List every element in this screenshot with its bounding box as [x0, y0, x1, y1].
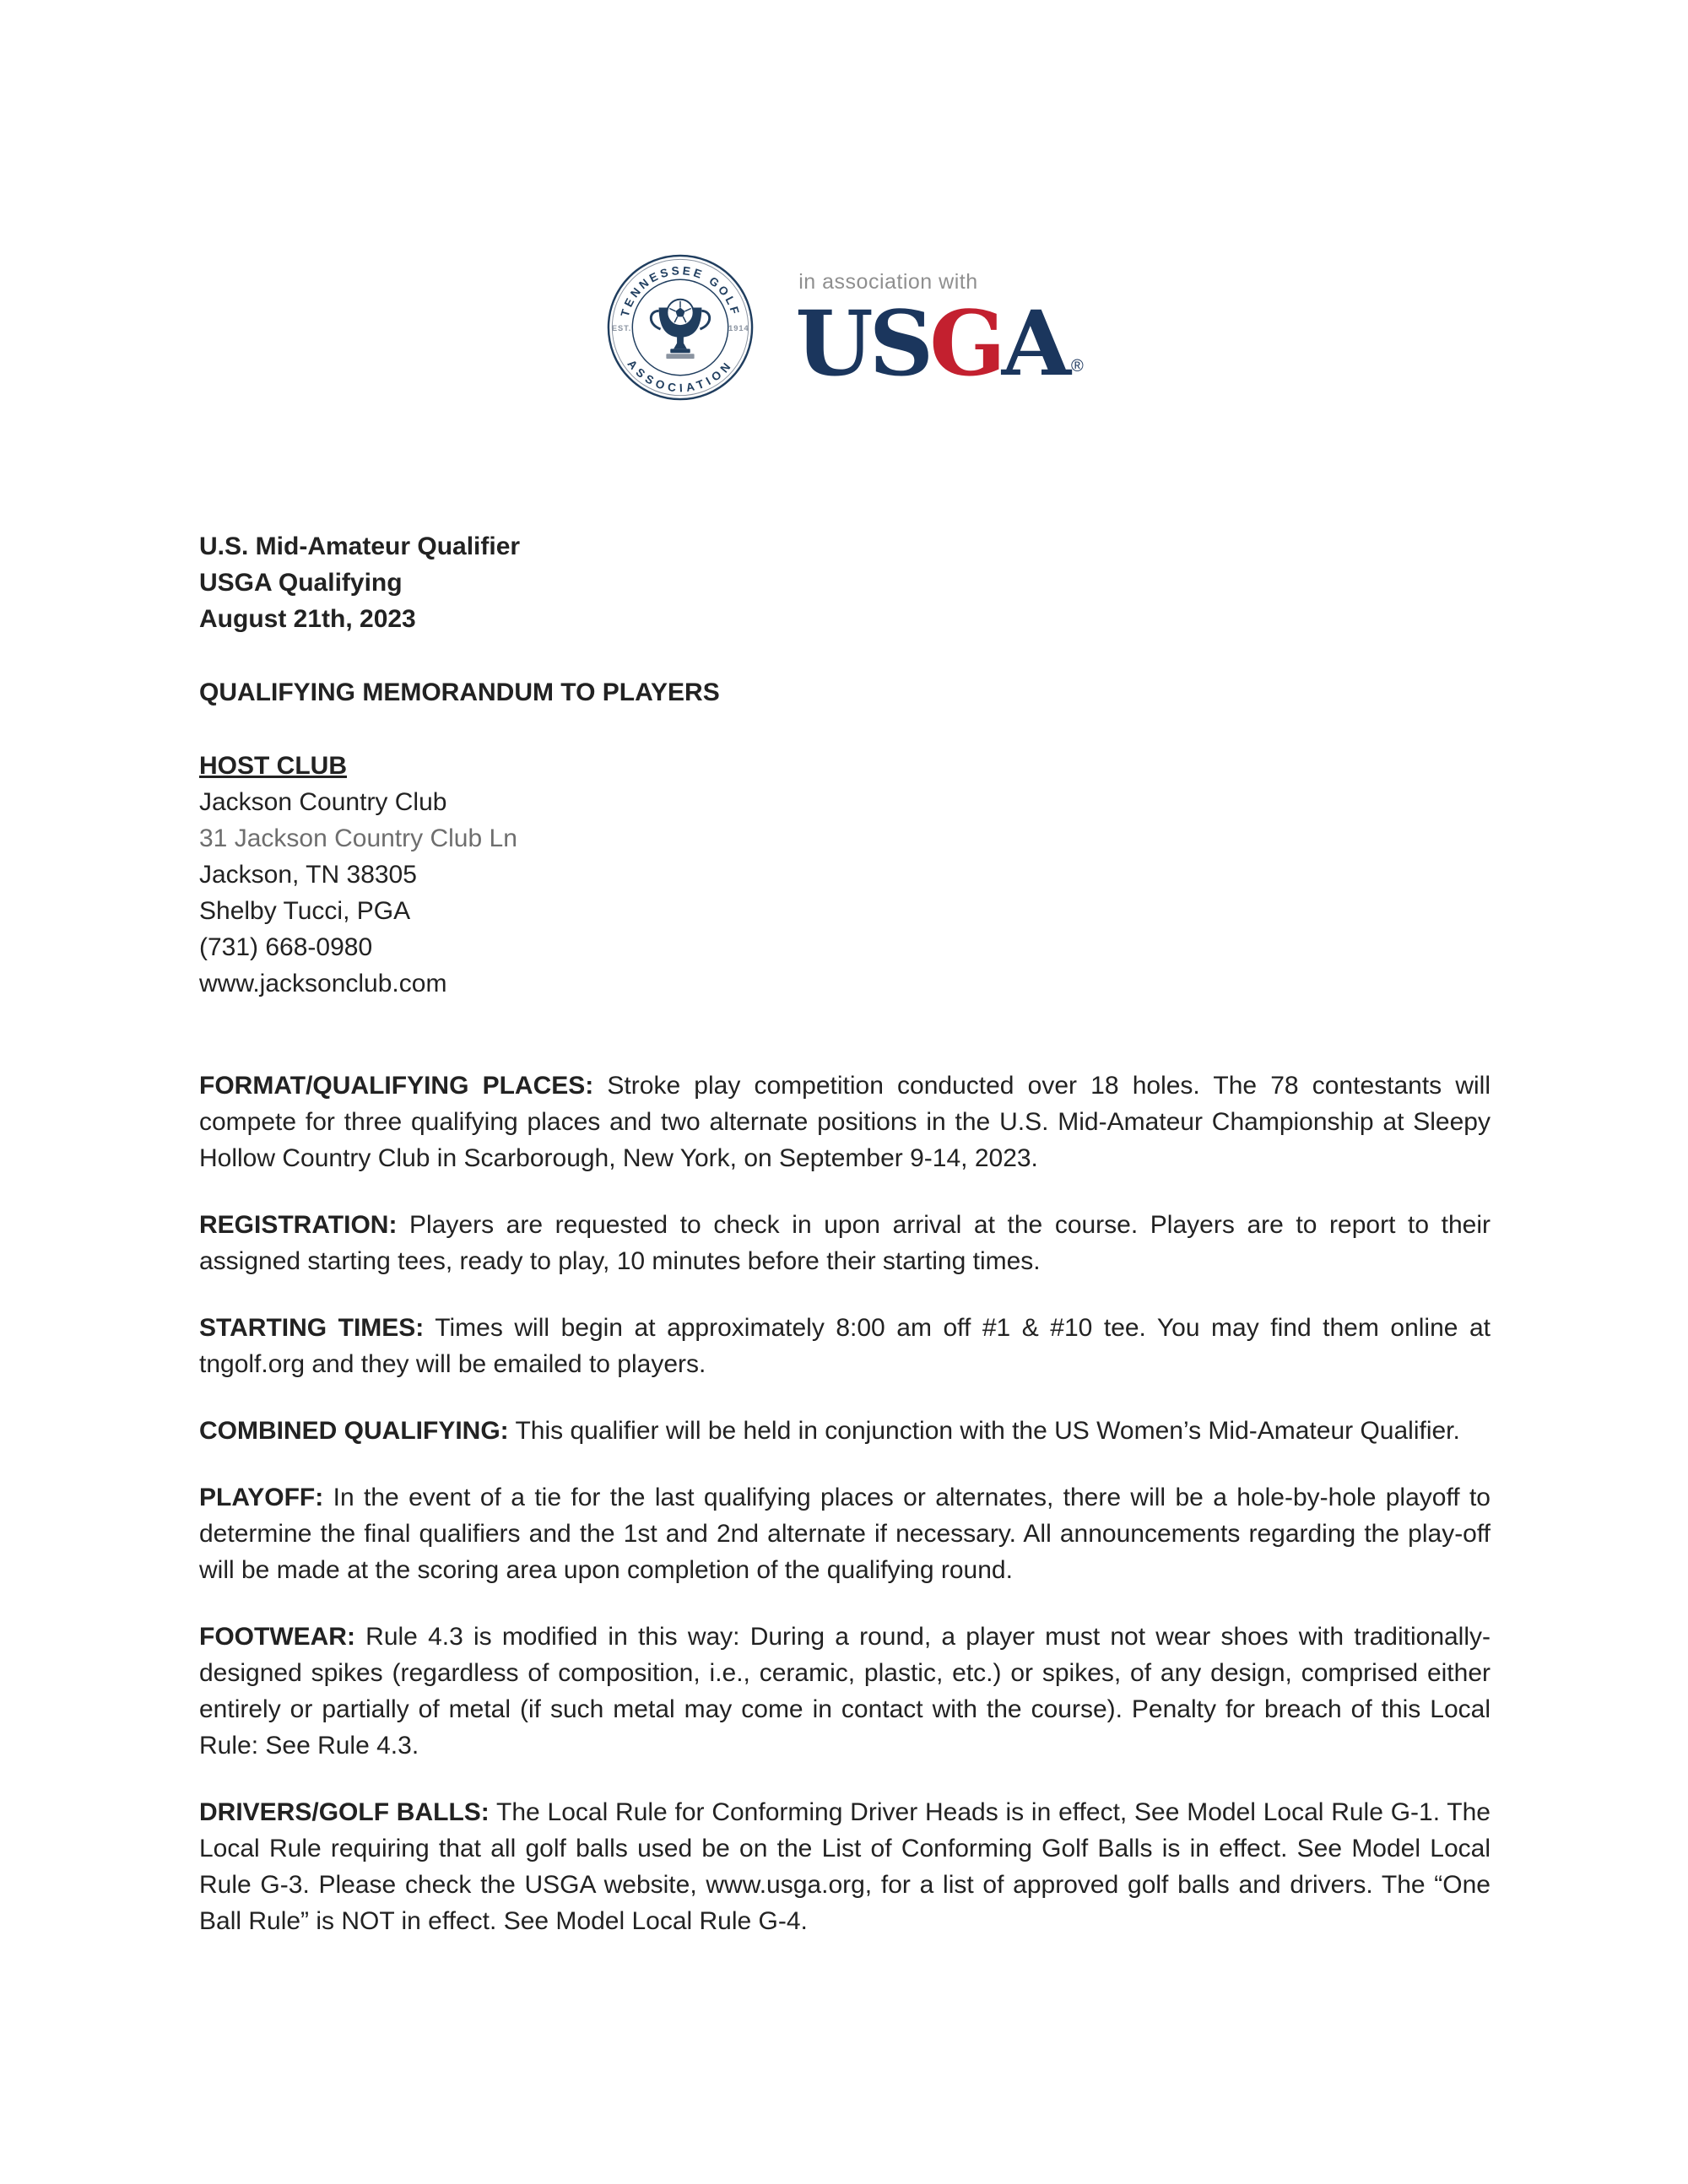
- section-starting-times: [199, 1310, 1491, 1382]
- host-club-name: Jackson Country Club: [199, 788, 447, 816]
- tennessee-golf-association-seal-logo: [606, 253, 755, 402]
- title-line-type: USGA Qualifying: [199, 569, 403, 597]
- document-content: [199, 528, 1491, 1939]
- title-block: [199, 528, 1491, 637]
- host-club-block: [199, 748, 1491, 1002]
- host-club-address-street: 31 Jackson Country Club Ln: [199, 824, 517, 852]
- usga-letters-us: US: [795, 290, 930, 396]
- section-text: Players are requested to check in upon arrival at the course. Players are to report to their assigned starting tees, ready to play, 10 minutes before their starting times.: [199, 1211, 1491, 1275]
- section-label: DRIVERS/GOLF BALLS:: [199, 1798, 490, 1826]
- section-footwear: [199, 1619, 1491, 1764]
- title-line-date: August 21th, 2023: [199, 605, 416, 633]
- usga-letter-g: G: [929, 290, 1002, 396]
- section-label: FOOTWEAR:: [199, 1623, 355, 1651]
- host-club-website: www.jacksonclub.com: [199, 970, 447, 997]
- section-text: Stroke play competition conducted over 18 holes. The 78 contestants will compete for three qualifying places and two alternate positions in the U.S. Mid-Amateur Championship at Sleepy Hollow Country Club in Scarborough, New York, on September 9-14, 2023.: [199, 1072, 1491, 1172]
- host-club-address-city: Jackson, TN 38305: [199, 861, 417, 889]
- section-label: FORMAT/QUALIFYING PLACES:: [199, 1072, 594, 1100]
- sections: [199, 1068, 1491, 1939]
- seal-arc-bottom-text: ASSOCIATION: [625, 357, 736, 395]
- usga-logo: [795, 290, 1084, 396]
- section-label: REGISTRATION:: [199, 1211, 398, 1239]
- host-club-heading: HOST CLUB: [199, 752, 347, 780]
- memo-title: QUALIFYING MEMORANDUM TO PLAYERS: [199, 678, 720, 706]
- host-club-phone: (731) 668-0980: [199, 933, 373, 961]
- section-drivers-golf-balls: [199, 1794, 1491, 1939]
- usga-letter-a: A: [1001, 290, 1068, 396]
- association-text: in association with: [798, 270, 978, 294]
- seal-est-text: EST.: [612, 323, 632, 332]
- usga-logo-block: [795, 253, 1084, 396]
- section-combined-qualifying: [199, 1413, 1491, 1449]
- section-text: The Local Rule for Conforming Driver Heads is in effect, See Model Local Rule G-1. The Local Rule requiring that all golf balls used be on the List of Conforming Golf Balls is in effect. See Model Local Rule G-3. Please check the USGA website, www.usga.org, for a list of approved golf balls and drivers. The “One Ball Rule” is NOT in effect. See Model Local Rule G-4.: [199, 1798, 1491, 1935]
- trophy-icon: [652, 300, 710, 359]
- host-club-contact: Shelby Tucci, PGA: [199, 897, 411, 925]
- title-line-event: U.S. Mid-Amateur Qualifier: [199, 532, 521, 560]
- section-label: STARTING TIMES:: [199, 1314, 425, 1342]
- section-text: This qualifier will be held in conjunction with the US Women’s Mid-Amateur Qualifier.: [515, 1417, 1460, 1445]
- section-label: PLAYOFF:: [199, 1484, 324, 1511]
- section-format-qualifying-places: [199, 1068, 1491, 1176]
- section-text: Rule 4.3 is modified in this way: During a round, a player must not wear shoes with traditionally-designed spikes (regardless of composition, i.e., ceramic, plastic, etc.) or spikes, of any design, comprised either entirely or partially of metal (if such metal may come in contact with the course). Penalty for breach of this Local Rule: See Rule 4.3.: [199, 1623, 1491, 1760]
- section-playoff: [199, 1479, 1491, 1588]
- seal-year-text: 1914: [728, 323, 749, 332]
- seal-arc-top-text: TENNESSEE GOLF: [618, 264, 743, 319]
- logo-row: [199, 0, 1491, 402]
- section-registration: [199, 1207, 1491, 1279]
- section-text: In the event of a tie for the last qualifying places or alternates, there will be a hole-by-hole playoff to determine the final qualifiers and the 1st and 2nd alternate if necessary. All announcements regarding the play-off will be made at the scoring area upon completion of the qualifying round.: [199, 1484, 1491, 1584]
- registered-mark-icon: ®: [1071, 357, 1084, 376]
- section-label: COMBINED QUALIFYING:: [199, 1417, 509, 1445]
- section-text: Times will begin at approximately 8:00 am off #1 & #10 tee. You may find them online at tngolf.org and they will be emailed to players.: [199, 1314, 1491, 1378]
